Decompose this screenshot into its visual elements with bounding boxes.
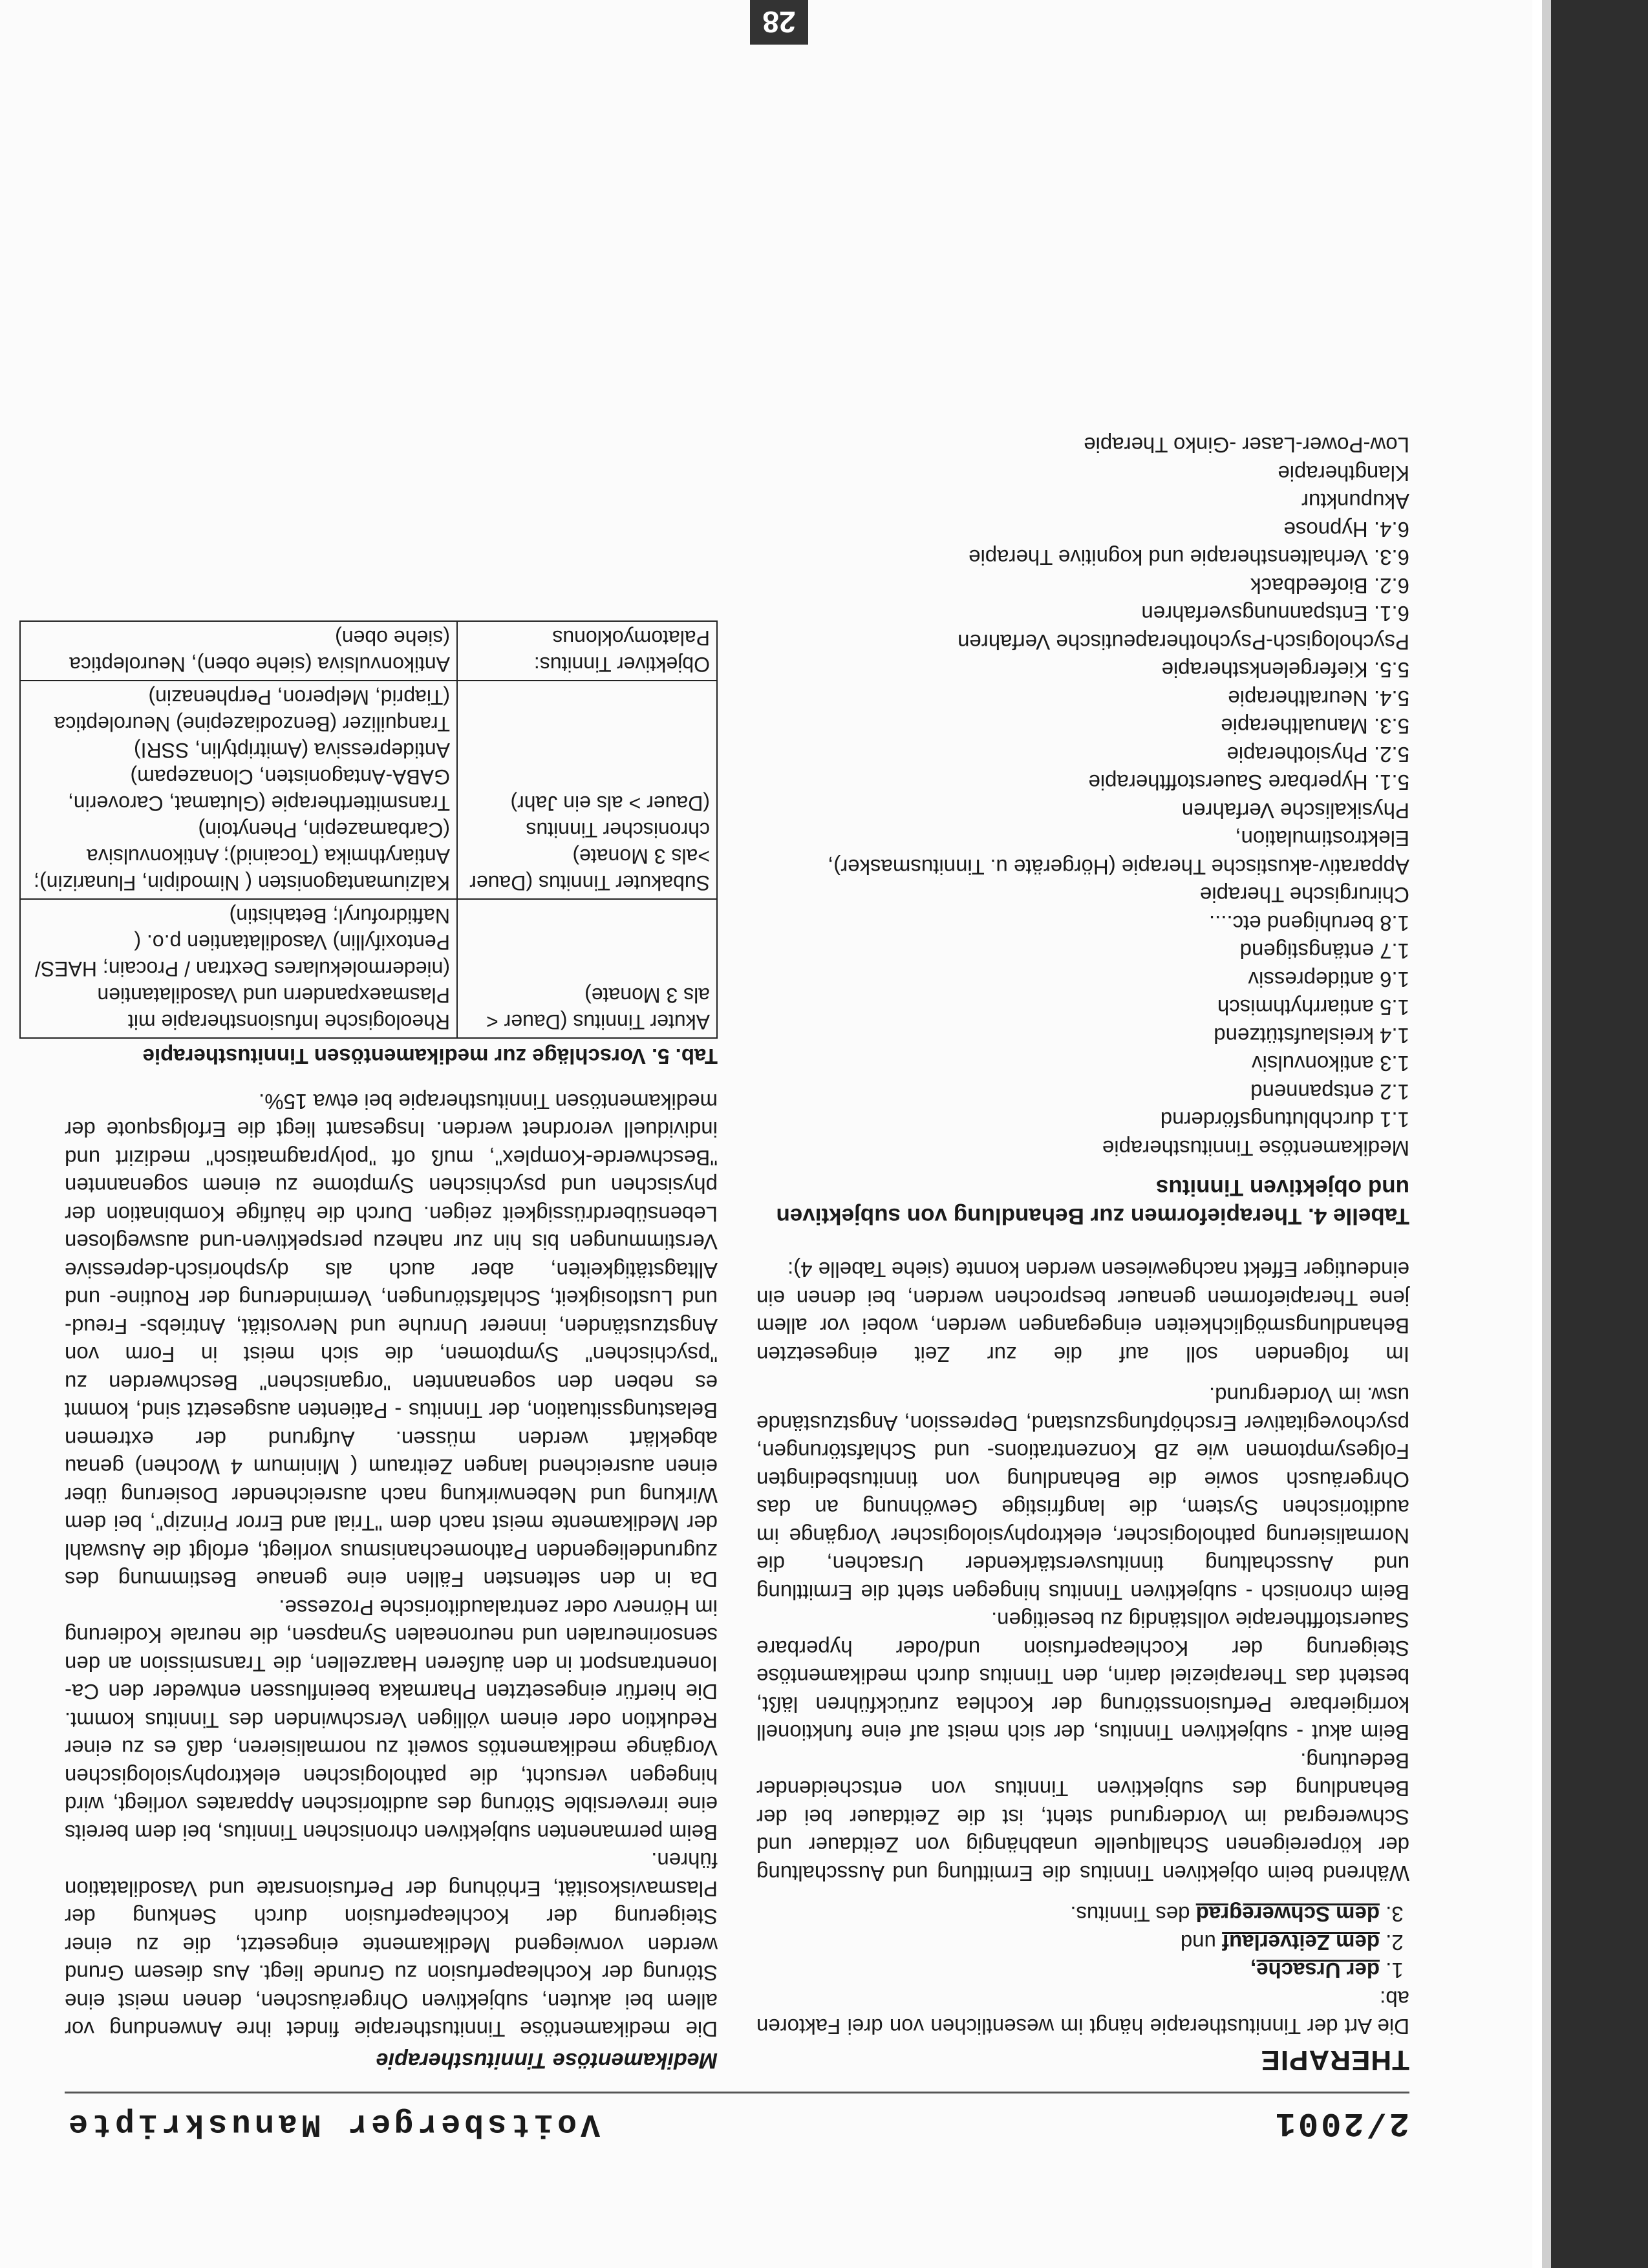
- table4-line: Physikalische Verfahren: [1181, 799, 1409, 823]
- table4-line: 6.2. Biofeedback: [1250, 574, 1409, 598]
- section-heading-therapie: THERAPIE: [1260, 2044, 1409, 2076]
- table4-line: 1.4 kreislaufstützend: [1214, 1024, 1409, 1048]
- table-cell-type: Objektiver Tinnitus: Palatomyoklonus: [457, 621, 717, 681]
- scan-edge-dark: [1548, 0, 1648, 2268]
- table4-line: 5.2. Physiotherapie: [1226, 743, 1409, 767]
- table-row: [20, 899, 717, 1038]
- scan-edge-light: [1542, 0, 1551, 2268]
- table4-line: Psychologisch-Psychotherapeutische Verfahren: [958, 630, 1409, 654]
- factor-list: [756, 1900, 1409, 1985]
- factor-item: 3. dem Schweregrad des Tinnitus.: [756, 1900, 1380, 1929]
- paragraph: Beim akut - subjektiven Tinnitus, der sich meist auf eine funktionell korrigierbare Perfusionsstörung der Kochlea zurückführen läßt, besteht das Therapieziel darin, den Tinnitus durch medikamentöse Steigerung der Kochleaperfusion und/oder hyperbare Sauerstofftherapie vollständig zu beseitigen.: [756, 1608, 1409, 1745]
- paragraph: Die medikamentöse Tinnitustherapie findet ihre Anwendung vor allem bei akuten, subjektiven Ohrgeräuschen, denen meist eine Störung der Kochleaperfusion zu Grunde liegt. Aus diesem Grund werden vorwiegend Medikamente eingesetzt, die zu einer Steigerung der Kochleaperfusion durch Senkung der Plasmaviskosität, Erhöhung der Perfusionsrate und Vasodilatation führen.: [65, 1849, 718, 2042]
- table4-line: Apparativ-akustische Therapie (Hörgeräte u. Tinnitusmasker),: [828, 855, 1409, 879]
- table4-line: 1.2 entspannend: [1250, 1080, 1409, 1104]
- table5: [19, 620, 718, 1039]
- table4-line: 1.5 antiarrhythmisch: [1217, 995, 1409, 1020]
- table4-line: 1.3 antikonvulsiv: [1252, 1052, 1409, 1076]
- paragraph: Beim chronisch - subjektiven Tinnitus hingegen steht die Ermittlung und Ausschaltung tinnitusverstärkender Ursachen, die Normalisierung pathologischer, elektrophysiologischer Vorgänge im auditorischen System, die langfristige Gewöhnung an das Ohrgeräusch sowie die Behandlung von tinnitusbedingten Folgesymptomen wie zB Konzentrations- und Schlafstörungen, psychovegitativer Erschöpfungszustand, Depression, Angstzustände usw. im Vordergrund.: [756, 1383, 1409, 1604]
- intro-paragraph: Die Art der Tinnitustherapie hängt im wesentlichen von drei Faktoren ab:: [756, 1987, 1409, 2039]
- table4-line: Medikamentöse Tinnitustherapie: [1102, 1136, 1409, 1160]
- table4-line: 1.1 durchblutungsfördernd: [1160, 1108, 1409, 1132]
- paragraph: Beim permanenten subjektiven chronischen Tinnitus, bei dem bereits eine irreversible Störung des auditorischen Apparates vorliegt, wird hingegen versucht, die pathologischen elektrophysiologischen Vorgänge medikamentös soweit zu normalisieren, daß es zu einer Reduktion oder einem völligen Verschwinden des Tinnitus kommt. Die hierfür eingesetzten Pharmaka beeinflussen entweder den Ca-Ionentransport in den äußeren Haarzellen, die Transmission an den sensorineuralen und neuronealen Synapsen, die neurale Kodierung im Hörnerv oder zentralauditorische Prozesse.: [65, 1596, 718, 1845]
- table4-line: Chirurgische Therapie: [1199, 883, 1409, 907]
- table4-line: 5.5. Kiefergelenkstherapie: [1161, 658, 1409, 683]
- table4-line: 6.3. Verhaltenstherapie und kognitive Therapie: [968, 546, 1409, 570]
- table4-line: 6.4. Hypnose: [1283, 518, 1409, 542]
- table-cell-therapy: Rheologische Infusionstherapie mit Plasmaexpandern und Vasodilatantien (niedermolekulares Dextran / Procain; HAES/ Pentoxifyllin) Vasodilatantien p.o. ( Naftidrofuryl; Betahistin): [20, 899, 457, 1038]
- table4-line: Low-Power-Laser -Ginko Therapie: [1084, 433, 1409, 458]
- table-row: [20, 681, 717, 899]
- issue-number: 2/2001: [1272, 2104, 1409, 2142]
- paragraph: Während beim objektiven Tinnitus die Ermittlung und Ausschaltung der körpereigenen Schallquelle unabhängig von Zeitdauer und Schweregrad im Vordergrund steht, ist die Zeitdauer bei der Behandlung des subjektiven Tinnitus von entscheidender Bedeutung.: [756, 1749, 1409, 1885]
- page-header: [65, 2103, 1409, 2142]
- right-column: [34, 620, 718, 2074]
- table4-line: 1.8 beruhigend etc....: [1208, 911, 1409, 935]
- table-cell-therapy: Kalziumantagonisten ( Nimodipin, Flunarizin); Antiarythmika (Tocainid); Antikonvulsiva (Carbamazepin, Phenytoin) Transmittertherapie (Glutamat, Caroverin, GABA-Antagonisten, Clonazepam) Antidepressiva (Amitriptylin, SSRI) Tranquilizer (Benzodiazepine) Neuroleptica (Tiaprid, Melperon, Perphenazin): [20, 681, 457, 899]
- factor-item: 2. dem Zeitverlauf und: [756, 1929, 1380, 1957]
- table4-title: Tabelle 4. Therapieformen zur Behandlung von subjektiven und objektiven Tinnitus: [776, 1175, 1409, 1229]
- table4-line: Elektrostimulation,: [1235, 827, 1409, 851]
- paragraph: Da in den seltensten Fällen eine genaue Bestimmung des zugrundeliegenden Pathomechanismus vorliegt, erfolgt die Auswahl der Medikamente meist nach dem "Trial and Error Prinzip", bei dem Wirkung und Nebenwirkung nach ausreichender Dosierung über einen ausreichend langen Zeitraum ( Minimum 4 Wochen) genau abgeklärt werden müssen. Aufgrund der extremen Belastungssituation, der Tinnitus - Patienten ausgesetzt sind, kommt es neben den sogenannten "organischen" Beschwerden zu "psychischen" Symptomen, die sich meist in Form von Angstzuständen, innerer Unruhe und Nervosität, Antriebs- Freud- und Lustlosigkeit, Schlafstörungen, Verminderung der Routine- und Alltagstätigkeiten, aber auch als dysphorisch-depressive Verstimmungen bis hin zur nahezu perspektiven-und ausweglosen Lebensüberdrüssigkeit zeigen. Durch die häufige Kombination der physischen und psychischen Symptome zu einem sogenannten "Beschwerde-Komplex", muß oft "polypragmatisch" medizirt und individuell verordnet werden. Insgesamt liegt die Erfolgsquote der medikamentösen Tinnitustherapie bei etwa 15%.: [65, 1090, 718, 1592]
- table4-line: Akupunktur: [1301, 489, 1409, 514]
- table-cell-therapy: Antikonvulsiva (siehe oben), Neuroleptica (siehe oben): [20, 621, 457, 681]
- table4-line: 5.3. Manualtherapie: [1221, 714, 1409, 739]
- left-column: [756, 431, 1409, 2074]
- table4-line: 1.7 entängstigend: [1239, 939, 1409, 964]
- header-rule: [65, 2092, 1409, 2093]
- factor-item: 1. der Ursache,: [756, 1956, 1380, 1985]
- table4-line: Klangtherapie: [1278, 461, 1409, 485]
- paragraph: Im folgenden soll auf die zur Zeit eingesetzten Behandlungsmöglichkeiten eingegangen werden, wobei vor allem jene Therapieformen genauer besprochen werden, bei denen ein eindeutiger Effekt nachgewiesen werden konnte (siehe Tabelle 4):: [756, 1258, 1409, 1366]
- table4-list: [756, 431, 1409, 1162]
- journal-title: Voitsberger Manuskripte: [65, 2105, 601, 2142]
- table-row: [20, 621, 717, 681]
- table4-line: 1.6 antidepressiv: [1248, 968, 1409, 991]
- table4-line: 5.4. Neuraltherapie: [1228, 686, 1409, 710]
- table5-title: Tab. 5. Vorschläge zur medikamentösen Tinnitustherapie: [142, 1044, 718, 1069]
- table-cell-type: Subakuter Tinnitus (Dauer >als 3 Monate) chronischer Tinnitus (Dauer > als ein Jahr): [457, 681, 717, 899]
- table-cell-type: Akuter Tinnitus (Dauer < als 3 Monate): [457, 899, 717, 1038]
- section-heading-medikamentoes: Medikamentöse Tinnitustherapie: [376, 2048, 718, 2073]
- table4-line: 5.1. Hyperbare Sauerstofftherapie: [1088, 770, 1409, 795]
- table4-line: 6.1. Entspannungsverfahren: [1141, 602, 1409, 626]
- page-number: 28: [750, 0, 808, 45]
